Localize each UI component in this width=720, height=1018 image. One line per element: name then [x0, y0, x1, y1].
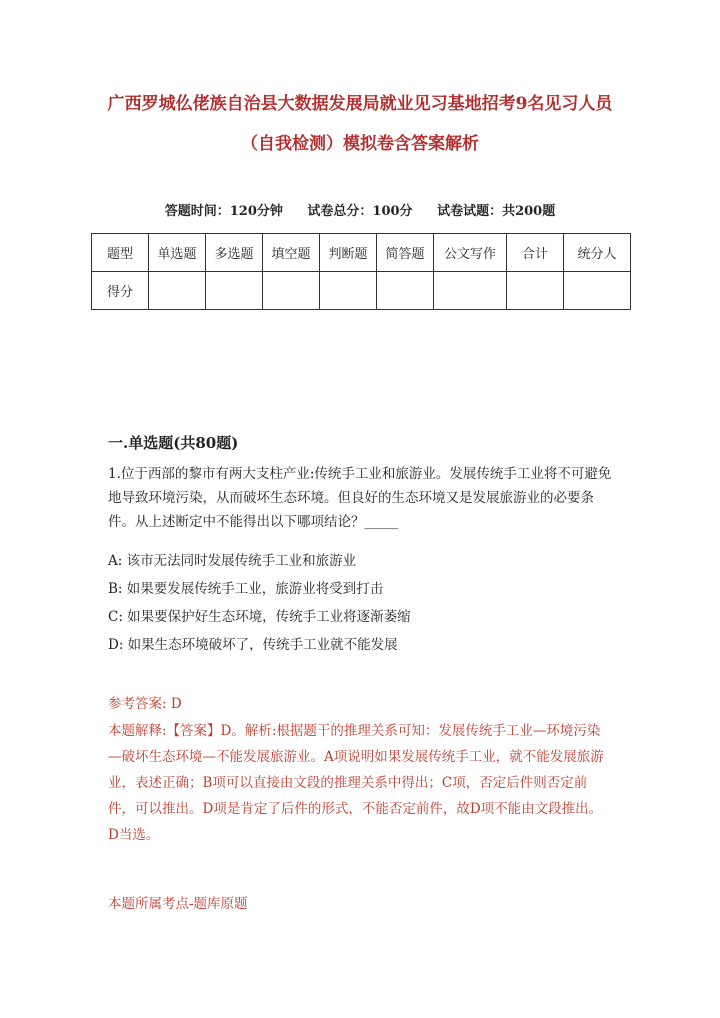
question-text: 1.位于西部的黎市有两大支柱产业:传统手工业和旅游业。发展传统手工业将不可避免地导致环境污染，从而破坏生态环境。但良好的生态环境又是发展旅游业的必要条件。从上述断定中不能得出以下哪项结论？_____ — [108, 466, 612, 530]
exam-time: 答题时间：120分钟 — [164, 204, 283, 219]
document-title: 广西罗城仫佬族自治县大数据发展局就业见习基地招考9名见习人员（自我检测）模拟卷含答案解析 — [107, 94, 613, 154]
score-cell — [320, 272, 377, 310]
score-cell — [206, 272, 263, 310]
score-table — [91, 233, 631, 310]
answer-explanation: 本题解释:【答案】D。解析:根据题干的推理关系可知：发展传统手工业—环境污染—破坏生态环境—不能发展旅游业。A项说明如果发展传统手工业，就不能发展旅游业，表述正确；B项可以直接由文段的推理关系中得出；C项，否定后件则否定前件，可以推出。D项是肯定了后件的形式，不能否定前件，故D项不能由文段推出。D当选。 — [108, 723, 604, 843]
exam-meta — [0, 200, 720, 219]
score-header-cell: 题型 — [92, 234, 149, 272]
option-a: A: 该市无法同时发展传统手工业和旅游业 — [108, 553, 357, 569]
option-list — [108, 550, 411, 662]
exam-question-count: 试卷试题：共200题 — [437, 204, 556, 219]
reference-answer: 参考答案: D — [108, 696, 182, 712]
score-header-cell: 判断题 — [320, 234, 377, 272]
option-b: B: 如果要发展传统手工业，旅游业将受到打击 — [108, 581, 384, 597]
knowledge-point: 本题所属考点-题库原题 — [108, 896, 248, 912]
score-cell — [564, 272, 631, 310]
score-header-cell: 单选题 — [149, 234, 206, 272]
score-header-cell: 合计 — [507, 234, 564, 272]
score-cell — [149, 272, 206, 310]
exam-total-score: 试卷总分：100分 — [307, 204, 413, 219]
score-header-cell: 公文写作 — [434, 234, 507, 272]
option-d: D: 如果生态环境破坏了，传统手工业就不能发展 — [108, 637, 398, 653]
score-header-cell: 简答题 — [377, 234, 434, 272]
section-heading: 一.单选题(共80题) — [108, 434, 239, 452]
score-cell — [377, 272, 434, 310]
option-c: C: 如果要保护好生态环境，传统手工业将逐渐萎缩 — [108, 609, 411, 625]
score-header-cell: 填空题 — [263, 234, 320, 272]
score-table-row — [92, 272, 631, 310]
score-header-cell: 统分人 — [564, 234, 631, 272]
score-cell — [434, 272, 507, 310]
score-row-label: 得分 — [92, 272, 149, 310]
score-cell — [507, 272, 564, 310]
score-header-cell: 多选题 — [206, 234, 263, 272]
score-table-header-row — [92, 234, 631, 272]
score-cell — [263, 272, 320, 310]
